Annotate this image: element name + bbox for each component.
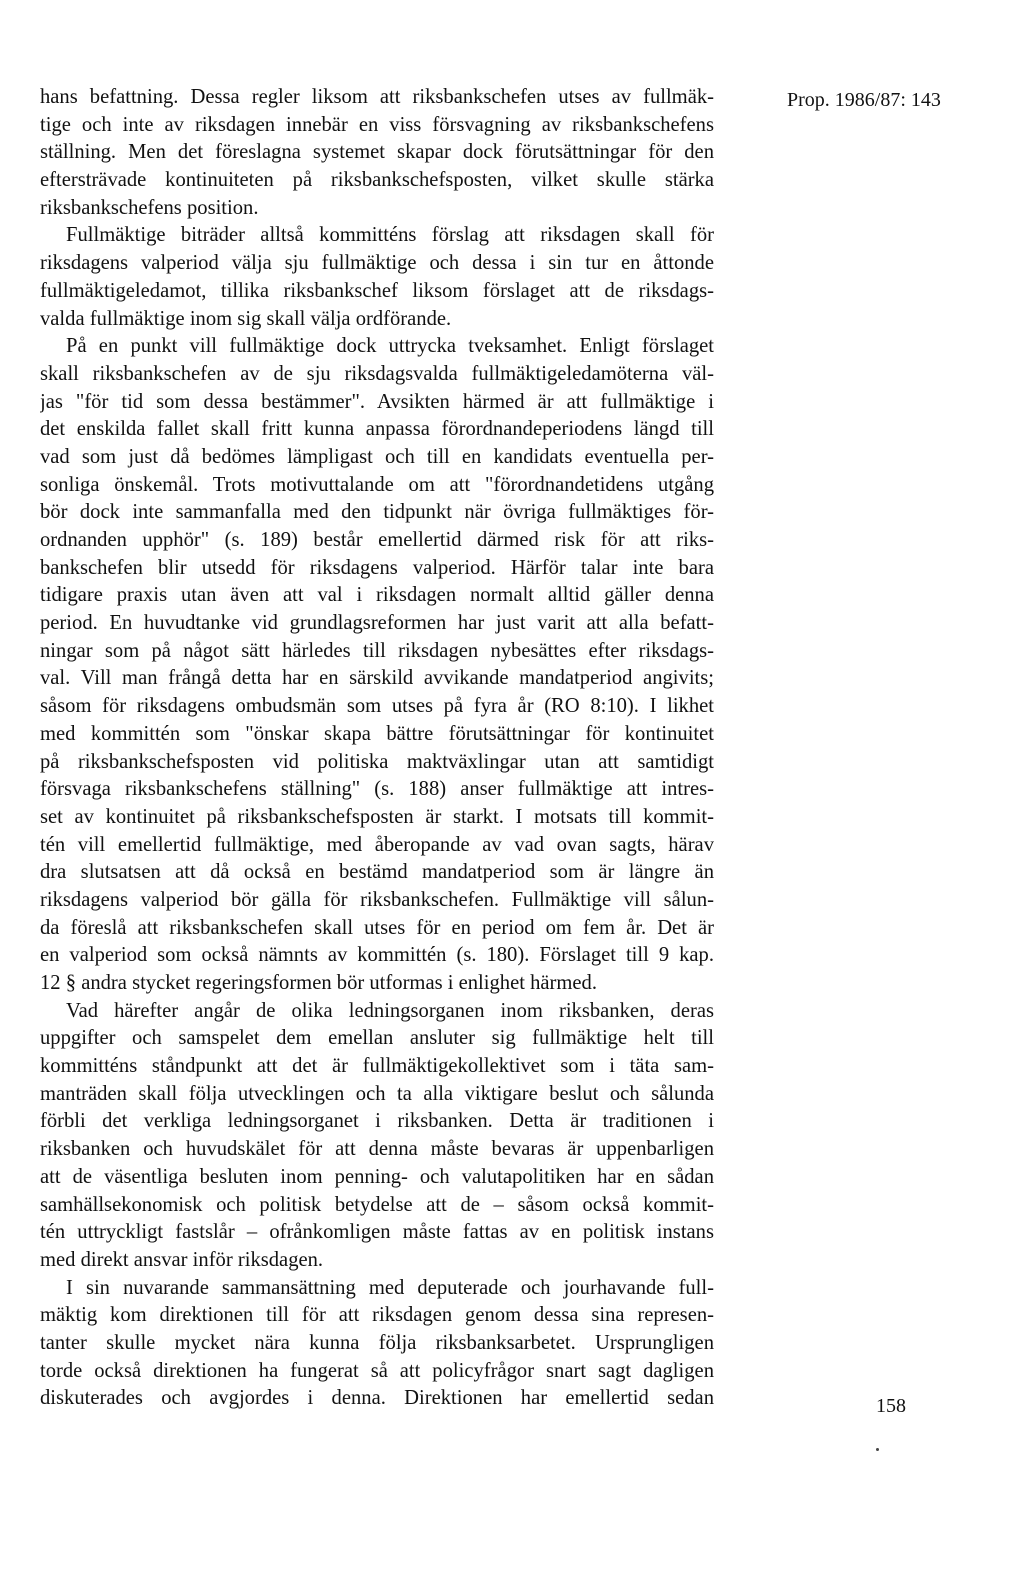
text-line: manträden skall följa utvecklingen och ta alla viktigare beslut och sålunda [40, 1082, 714, 1105]
text-line: fullmäktigeledamot, tillika riksbankschef liksom förslaget att de riksdags- [40, 279, 714, 302]
text-line: vad som just då bedömes lämpligast och till en kandidats eventuella per- [40, 445, 714, 468]
text-line: diskuterades och avgjordes i denna. Direktionen har emellertid sedan [40, 1387, 714, 1410]
page-number: 158 [876, 1395, 906, 1417]
text-line: kommitténs ståndpunkt att det är fullmäktigekollektivet som i täta sam- [40, 1055, 714, 1078]
text-line: försvaga riksbankschefens ställning" (s. 188) anser fullmäktige att intres- [40, 778, 714, 801]
text-line: torde också direktionen ha fungerat så att policyfrågor snart sagt dagligen [40, 1359, 714, 1382]
paragraph-1 [40, 84, 714, 222]
text-line: I sin nuvarande sammansättning med deputerade och jourhavande full- [66, 1276, 714, 1299]
text-line: ställning. Men det föreslagna systemet skapar dock förutsättningar för den [40, 141, 714, 164]
text-line: riksbanken och huvudskälet för att denna måste bevaras är uppenbarligen [40, 1138, 714, 1161]
text-line: val. Vill man frångå detta har en särskild avvikande mandatperiod angivits; [40, 667, 714, 690]
text-line: tén uttryckligt fastslår – ofrånkomligen måste fattas av en politisk instans [40, 1221, 714, 1244]
paragraph-2 [40, 222, 714, 333]
text-line: med kommittén som "önskar skapa bättre förutsättningar för kontinuitet [40, 722, 714, 745]
paragraph-5 [40, 1275, 714, 1413]
text-line: en valperiod som också nämnts av kommittén (s. 180). Förslaget till 9 kap. [40, 944, 714, 967]
text-line: riksdagens valperiod välja sju fullmäktige och dessa i sin tur en åttonde [40, 252, 714, 275]
text-line: förbli det verkliga ledningsorganet i riksbanken. Detta är traditionen i [40, 1110, 714, 1133]
text-line: På en punkt vill fullmäktige dock uttrycka tveksamhet. Enligt förslaget [66, 335, 714, 358]
text-line: bankschefen blir utsedd för riksdagens valperiod. Härför talar inte bara [40, 556, 714, 579]
text-line: 12 § andra stycket regeringsformen bör utformas i enlighet härmed. [40, 972, 597, 994]
text-line: valda fullmäktige inom sig skall välja ordförande. [40, 307, 452, 330]
text-line: ningar som på något sätt härledes till riksdagen nybesättes efter riksdags- [40, 639, 714, 662]
text-line: da föreslå att riksbankschefen skall utses för en period om fem år. Det är [40, 916, 714, 939]
text-line: Fullmäktige biträder alltså kommitténs förslag att riksdagen skall för [66, 224, 714, 247]
text-line: att de väsentliga besluten inom penning- och valutapolitiken har en sådan [40, 1165, 714, 1188]
text-line: set av kontinuitet på riksbankschefsposten är starkt. I motsats till kommit- [40, 805, 714, 828]
text-line: mäktig kom direktionen till för att riksdagen genom dessa sina represen- [40, 1304, 714, 1327]
text-line: på riksbankschefsposten vid politiska maktväxlingar utan att samtidigt [40, 750, 714, 773]
text-line: tidigare praxis utan även att val i riksdagen normalt alltid gäller denna [40, 584, 714, 607]
text-line: tanter skulle mycket nära kunna följa riksbanksarbetet. Ursprungligen [40, 1331, 714, 1354]
body-text [40, 84, 714, 1413]
text-line: eftersträvade kontinuiteten på riksbankschefsposten, vilket skulle stärka [40, 169, 714, 192]
text-line: det enskilda fallet skall fritt kunna anpassa förordnandeperiodens längd till [40, 418, 714, 441]
text-line: samhällsekonomisk och politisk betydelse att de – såsom också kommit- [40, 1193, 714, 1216]
text-line: med direkt ansvar inför riksdagen. [40, 1248, 324, 1271]
paragraph-4 [40, 998, 714, 1275]
text-line: såsom för riksdagens ombudsmän som utses på fyra år (RO 8:10). I likhet [40, 695, 714, 718]
proposition-reference: Prop. 1986/87: 143 [787, 89, 941, 111]
text-line: Vad härefter angår de olika ledningsorganen inom riksbanken, deras [66, 999, 714, 1022]
text-line: riksdagens valperiod bör gälla för riksbankschefen. Fullmäktige vill sålun- [40, 888, 714, 911]
scan-speck [876, 1448, 879, 1451]
text-line: bör dock inte sammanfalla med den tidpunkt när övriga fullmäktiges för- [40, 501, 714, 524]
text-line: skall riksbankschefen av de sju riksdagsvalda fullmäktigeledamöterna väl- [40, 362, 714, 385]
text-line: hans befattning. Dessa regler liksom att riksbankschefen utses av fullmäk- [40, 86, 714, 108]
paragraph-3 [40, 333, 714, 998]
text-line: dra slutsatsen att då också en bestämd mandatperiod som är längre än [40, 861, 714, 884]
text-line: sonliga önskemål. Trots motivuttalande om att "förordnandetidens utgång [40, 473, 714, 496]
text-line: uppgifter och samspelet dem emellan ansluter sig fullmäktige helt till [40, 1027, 714, 1050]
text-line: riksbankschefens position. [40, 196, 259, 219]
text-line: tige och inte av riksdagen innebär en viss försvagning av riksbankschefens [40, 113, 714, 136]
text-line: jas "för tid som dessa bestämmer". Avsikten härmed är att fullmäktige i [40, 390, 714, 413]
text-line: ordnanden upphör" (s. 189) består emellertid därmed risk för att riks- [40, 529, 714, 551]
text-line: period. En huvudtanke vid grundlagsreformen har just varit att alla befatt- [40, 612, 714, 635]
text-line: tén vill emellertid fullmäktige, med åberopande av vad ovan sagts, härav [40, 833, 714, 856]
